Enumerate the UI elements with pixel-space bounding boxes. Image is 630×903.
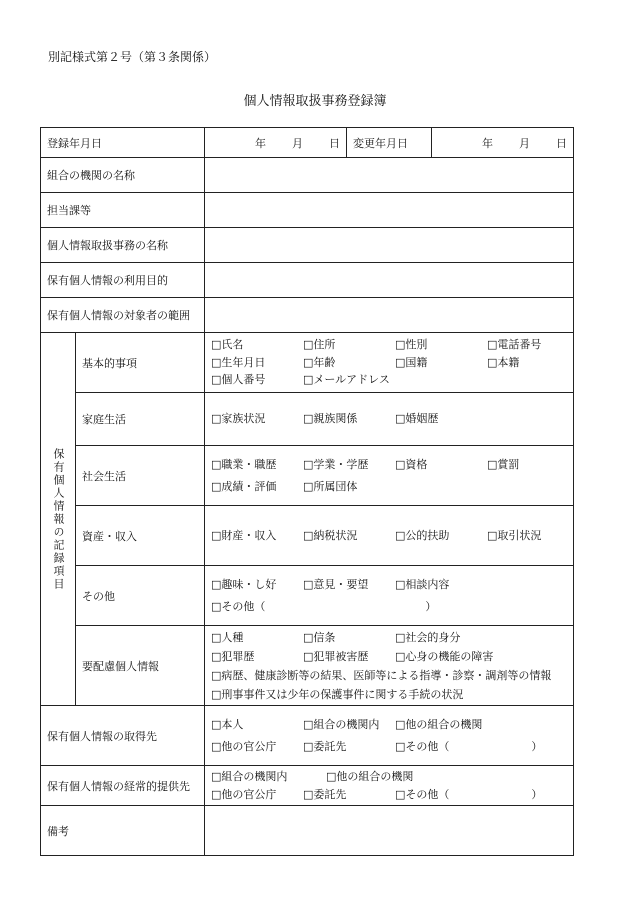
document-title: 個人情報取扱事務登録簿 xyxy=(243,94,387,109)
basic-label: 基本的事項 xyxy=(76,333,205,393)
checkbox-option[interactable]: □社会的身分 xyxy=(395,630,461,644)
checkbox-option[interactable]: □犯罪被害歴 xyxy=(303,649,369,663)
form-number: 別記様式第２号（第３条関係） xyxy=(48,50,217,64)
family-label: 家庭生活 xyxy=(76,393,205,446)
office-name-field[interactable] xyxy=(205,228,574,263)
changed-date-label: 変更年月日 xyxy=(347,128,432,158)
purpose-field[interactable] xyxy=(205,263,574,298)
registered-date-field[interactable] xyxy=(205,128,347,158)
social-options xyxy=(205,446,574,506)
assets-label: 資産・収入 xyxy=(76,506,205,566)
checkbox-option[interactable]: □刑事事件又は少年の保護事件に関する手続の状況 xyxy=(211,687,464,701)
other-free-checkbox[interactable]: □その他（ xyxy=(395,739,450,753)
checkbox-option[interactable]: □電話番号 xyxy=(487,338,542,352)
section-field[interactable] xyxy=(205,193,574,228)
checkbox-option[interactable]: □他の組合の機関 xyxy=(395,718,483,731)
close-paren: ） xyxy=(531,739,543,753)
checkbox-option[interactable]: □他の官公庁 xyxy=(211,787,277,801)
checkbox-option[interactable]: □氏名 xyxy=(211,338,244,352)
registered-date-label: 登録年月日 xyxy=(41,128,205,158)
other-label: その他 xyxy=(76,566,205,626)
checkbox-option[interactable]: □国籍 xyxy=(395,355,428,369)
checkbox-option[interactable]: □委託先 xyxy=(303,787,347,801)
checkbox-option[interactable]: □公的扶助 xyxy=(395,528,450,542)
checkbox-option[interactable]: □メールアドレス xyxy=(303,373,390,387)
checkbox-option[interactable]: □婚姻歴 xyxy=(395,412,439,426)
checkbox-option[interactable]: □所属団体 xyxy=(303,479,358,493)
checkbox-option[interactable]: □親族関係 xyxy=(303,412,358,426)
checkbox-option[interactable]: □組合の機関内 xyxy=(303,718,380,731)
checkbox-option[interactable]: □生年月日 xyxy=(211,355,266,369)
provision-label: 保有個人情報の経常的提供先 xyxy=(41,766,205,806)
checkbox-option[interactable]: □人種 xyxy=(211,630,244,644)
changed-date-field[interactable] xyxy=(432,128,574,158)
assets-options xyxy=(205,506,574,566)
checkbox-option[interactable]: □犯罪歴 xyxy=(211,649,255,663)
checkbox-option[interactable]: □相談内容 xyxy=(395,578,450,591)
checkbox-option[interactable]: □本籍 xyxy=(487,355,520,369)
close-paren: ） xyxy=(425,599,437,613)
day-unit: 日 xyxy=(556,136,567,150)
source-label: 保有個人情報の取得先 xyxy=(41,706,205,766)
checkbox-option[interactable]: □個人番号 xyxy=(211,373,266,387)
sensitive-label: 要配慮個人情報 xyxy=(76,626,205,706)
year-unit: 年 xyxy=(482,136,493,150)
checkbox-option[interactable]: □病歴、健康診断等の結果、医師等による指導・診察・調剤等の情報 xyxy=(211,668,552,682)
year-unit: 年 xyxy=(255,136,266,150)
checkbox-option[interactable]: □財産・収入 xyxy=(211,528,277,542)
org-name-label: 組合の機関の名称 xyxy=(41,158,205,193)
sensitive-options xyxy=(205,626,574,706)
checkbox-option[interactable]: □納税状況 xyxy=(303,528,358,542)
checkbox-option[interactable]: □住所 xyxy=(303,338,336,352)
checkbox-option[interactable]: □他の組合の機関 xyxy=(326,769,414,783)
checkbox-option[interactable]: □組合の機関内 xyxy=(211,769,288,783)
checkbox-option[interactable]: □信条 xyxy=(303,630,336,644)
basic-options xyxy=(205,333,574,393)
month-unit: 月 xyxy=(519,136,530,150)
month-unit: 月 xyxy=(292,136,303,150)
checkbox-option[interactable]: □趣味・し好 xyxy=(211,578,277,591)
record-items-label: 保有個人情報の記録項目 xyxy=(41,333,76,706)
checkbox-option[interactable]: □職業・職歴 xyxy=(211,458,277,471)
social-label: 社会生活 xyxy=(76,446,205,506)
registration-table xyxy=(40,127,574,856)
checkbox-option[interactable]: □資格 xyxy=(395,458,428,471)
checkbox-option[interactable]: □他の官公庁 xyxy=(211,739,277,753)
remarks-label: 備考 xyxy=(41,806,205,856)
other-options xyxy=(205,566,574,626)
checkbox-option[interactable]: □本人 xyxy=(211,718,244,731)
checkbox-option[interactable]: □委託先 xyxy=(303,739,347,753)
day-unit: 日 xyxy=(329,136,340,150)
family-options xyxy=(205,393,574,446)
checkbox-option[interactable]: □年齢 xyxy=(303,355,336,369)
checkbox-option[interactable]: □家族状況 xyxy=(211,412,266,426)
purpose-label: 保有個人情報の利用目的 xyxy=(41,263,205,298)
scope-field[interactable] xyxy=(205,298,574,333)
org-name-field[interactable] xyxy=(205,158,574,193)
other-free-checkbox[interactable]: □その他（ xyxy=(211,599,266,613)
source-options xyxy=(205,706,574,766)
checkbox-option[interactable]: □性別 xyxy=(395,338,428,352)
provision-options xyxy=(205,766,574,806)
checkbox-option[interactable]: □学業・学歴 xyxy=(303,458,369,471)
close-paren: ） xyxy=(531,787,543,801)
scope-label: 保有個人情報の対象者の範囲 xyxy=(41,298,205,333)
checkbox-option[interactable]: □成績・評価 xyxy=(211,479,277,493)
checkbox-option[interactable]: □取引状況 xyxy=(487,528,542,542)
section-label: 担当課等 xyxy=(41,193,205,228)
remarks-field[interactable] xyxy=(205,806,574,856)
checkbox-option[interactable]: □心身の機能の障害 xyxy=(395,649,494,663)
other-free-checkbox[interactable]: □その他（ xyxy=(395,787,450,801)
office-name-label: 個人情報取扱事務の名称 xyxy=(41,228,205,263)
checkbox-option[interactable]: □賞罰 xyxy=(487,458,520,471)
checkbox-option[interactable]: □意見・要望 xyxy=(303,578,369,591)
